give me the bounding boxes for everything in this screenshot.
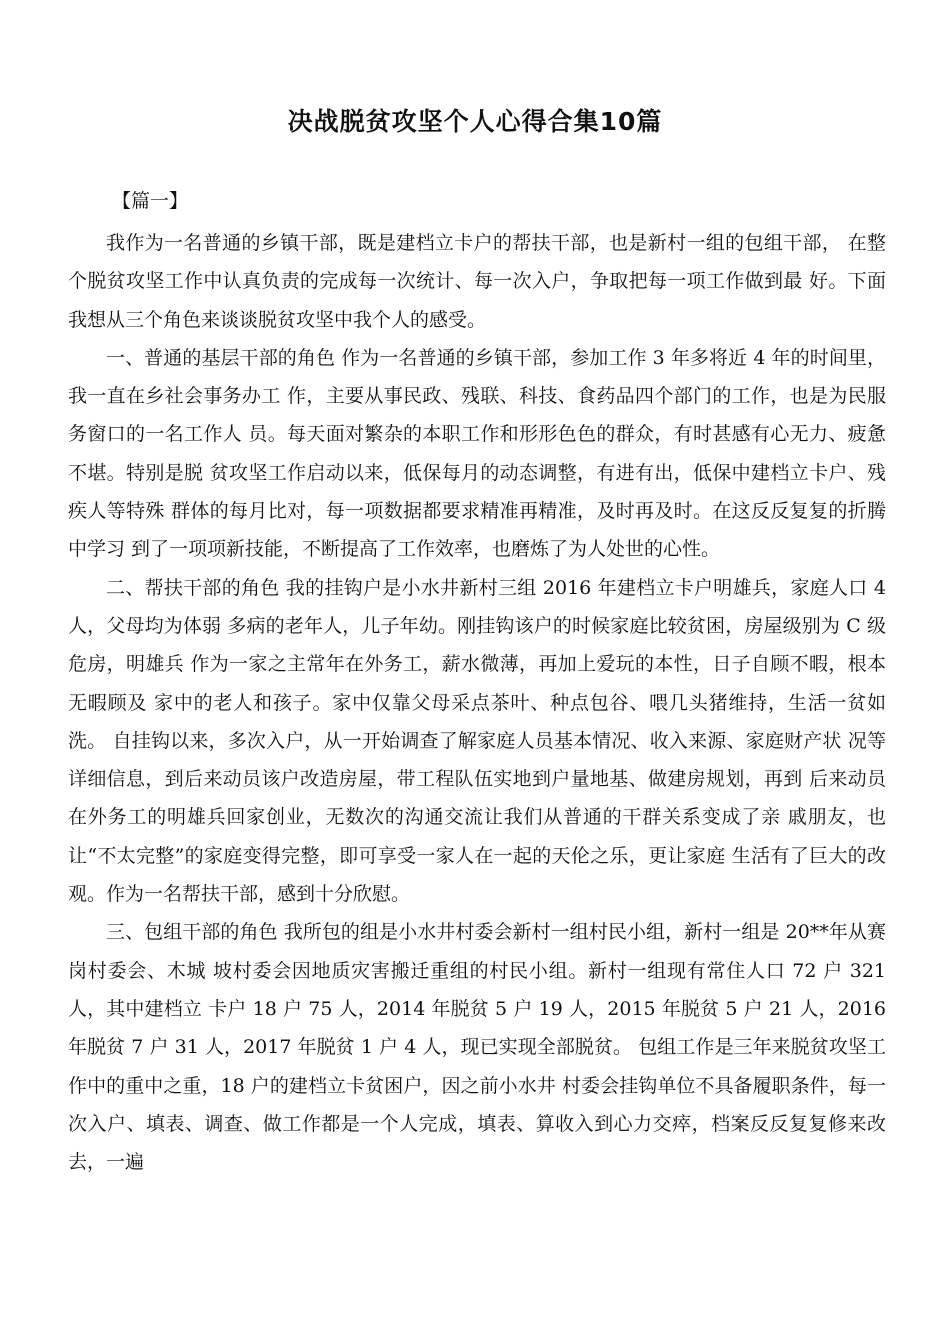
paragraph-intro: 我作为一名普通的乡镇干部，既是建档立卡户的帮扶干部，也是新村一组的包组干部， 在整个脱贫攻坚工作中认真负责的完成每一次统计、每一次入户，争取把每一项工作做到最 好。下面我想从三个角色来谈谈脱贫攻坚中我个人的感受。 <box>68 232 886 331</box>
document-title: 决战脱贫攻坚个人心得合集10篇 <box>287 107 663 136</box>
section-heading: 【篇一】 <box>112 190 189 212</box>
paragraph-role-helper: 二、帮扶干部的角色 我的挂钩户是小水井新村三组 2016 年建档立卡户明雄兵，家庭人口 4 人，父母均为体弱 多病的老年人，儿子年幼。刚挂钩该户的时候家庭比较贫困，房屋级别为 C 级危房，明雄兵 作为一家之主常年在外务工，薪水微薄，再加上爱玩的本性，日子自顾不暇，根本无暇顾及 家中的老人和孩子。家中仅靠父母采点茶叶、种点包谷、喂几头猪维持，生活一贫如洗。 自挂钩以来，多次入户，从一开始调查了解家庭人员基本情况、收入来源、家庭财产状 况等详细信息，到后来动员该户改造房屋，带工程队伍实地到户量地基、做建房规划，再到 后来动员在外务工的明雄兵回家创业，无数次的沟通交流让我们从普通的干群关系变成了亲 戚朋友，也让“不太完整”的家庭变得完整，即可享受一家人在一起的天伦之乐，更让家庭 生活有了巨大的改观。作为一名帮扶干部，感到十分欣慰。 <box>68 576 886 906</box>
paragraph-role-grassroots: 一、普通的基层干部的角色 作为一名普通的乡镇干部，参加工作 3 年多将近 4 年的时间里，我一直在乡社会事务办工 作，主要从事民政、残联、科技、食药品四个部门的工作，也是为民服务窗口的一名工作人 员。每天面对繁杂的本职工作和形形色色的群众，有时甚感有心无力、疲惫不堪。特别是脱 贫攻坚工作启动以来，低保每月的动态调整，有进有出，低保中建档立卡户、残疾人等特殊 群体的每月比对，每一项数据都要求精准再精准，及时再及时。在这反反复复的折腾中学习 到了一项项新技能，不断提高了工作效率，也磨炼了为人处世的心性。 <box>68 346 886 561</box>
paragraph-role-group-leader: 三、包组干部的角色 我所包的组是小水井村委会新村一组村民小组，新村一组是 20**年从赛岗村委会、木城 坡村委会因地质灾害搬迁重组的村民小组。新村一组现有常住人口 72 户 321 人，其中建档立 卡户 18 户 75 人，2014 年脱贫 5 户 19 人，2015 年脱贫 5 户 21 人，2016 年脱贫 7 户 31 人，2017 年脱贫 1 户 4 人，现已实现全部脱贫。 包组工作是三年来脱贫攻坚工作中的重中之重，18 户的建档立卡贫困户，因之前小水井 村委会挂钩单位不具备履职条件，每一次入户、填表、调查、做工作都是一个人完成，填表、算收入到心力交瘁，档案反反复复修来改去，一遍 <box>68 921 886 1174</box>
document-body <box>68 224 886 1181</box>
